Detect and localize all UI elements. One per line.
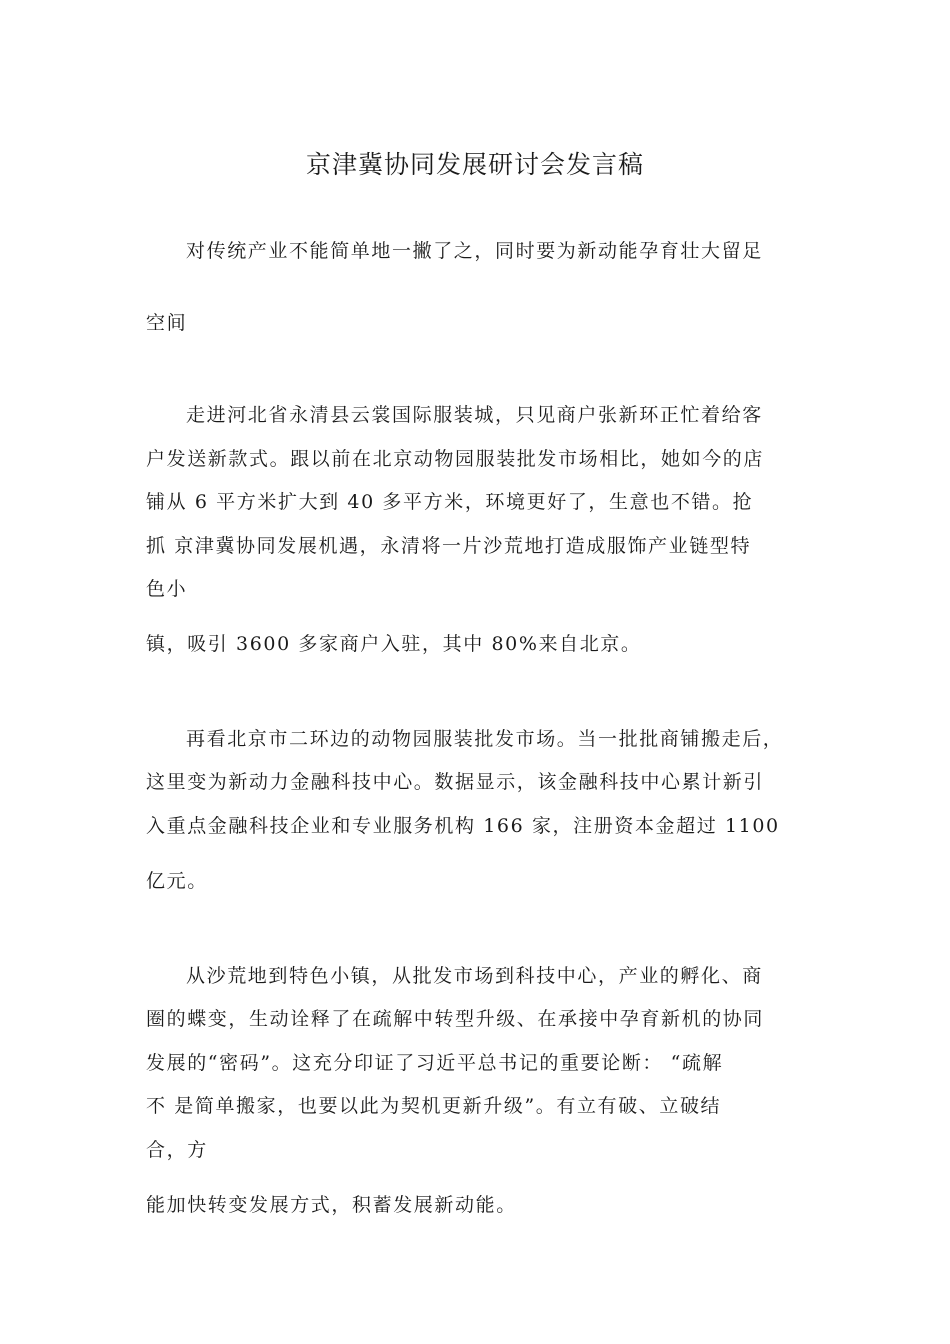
paragraph-4-line-1: 从沙荒地到特色小镇，从批发市场到科技中心，产业的孵化、商	[186, 965, 763, 987]
paragraph-3-line-1: 再看北京市二环边的动物园服装批发市场。当一批批商铺搬走后，	[186, 728, 784, 750]
paragraph-1-line-2: 空间	[146, 312, 188, 334]
paragraph-3-line-3: 入重点金融科技企业和专业服务机构 166 家，注册资本金超过 1100	[146, 815, 780, 837]
paragraph-3-line-2: 这里变为新动力金融科技中心。数据显示，该金融科技中心累计新引	[146, 771, 765, 793]
document-title: 京津冀协同发展研讨会发言稿	[305, 150, 644, 179]
paragraph-3-line-4: 亿元。	[146, 870, 208, 892]
paragraph-2-line-5: 色小	[146, 578, 188, 600]
paragraph-2-line-2: 户发送新款式。跟以前在北京动物园服装批发市场相比，她如今的店	[146, 448, 765, 470]
paragraph-2-line-1: 走进河北省永清县云裳国际服装城，只见商户张新环正忙着给客	[186, 404, 763, 426]
paragraph-4-line-6: 能加快转变发展方式，积蓄发展新动能。	[146, 1194, 517, 1216]
paragraph-2-line-3: 铺从 6 平方米扩大到 40 多平方米，环境更好了，生意也不错。抢	[146, 491, 754, 513]
paragraph-2-line-4: 抓 京津冀协同发展机遇，永清将一片沙荒地打造成服饰产业链型特	[146, 535, 752, 557]
paragraph-4-line-4: 不 是简单搬家，也要以此为契机更新升级”。有立有破、立破结	[146, 1095, 722, 1117]
paragraph-1-line-1: 对传统产业不能简单地一撇了之，同时要为新动能孕育壮大留足	[186, 240, 763, 262]
paragraph-4-line-2: 圈的蝶变，生动诠释了在疏解中转型升级、在承接中孕育新机的协同	[146, 1008, 765, 1030]
paragraph-4-line-5: 合，方	[146, 1139, 208, 1161]
paragraph-2-line-6: 镇，吸引 3600 多家商户入驻，其中 80%来自北京。	[146, 633, 642, 655]
paragraph-4-line-3: 发展的“密码”。这充分印证了习近平总书记的重要论断： “疏解	[146, 1052, 724, 1074]
